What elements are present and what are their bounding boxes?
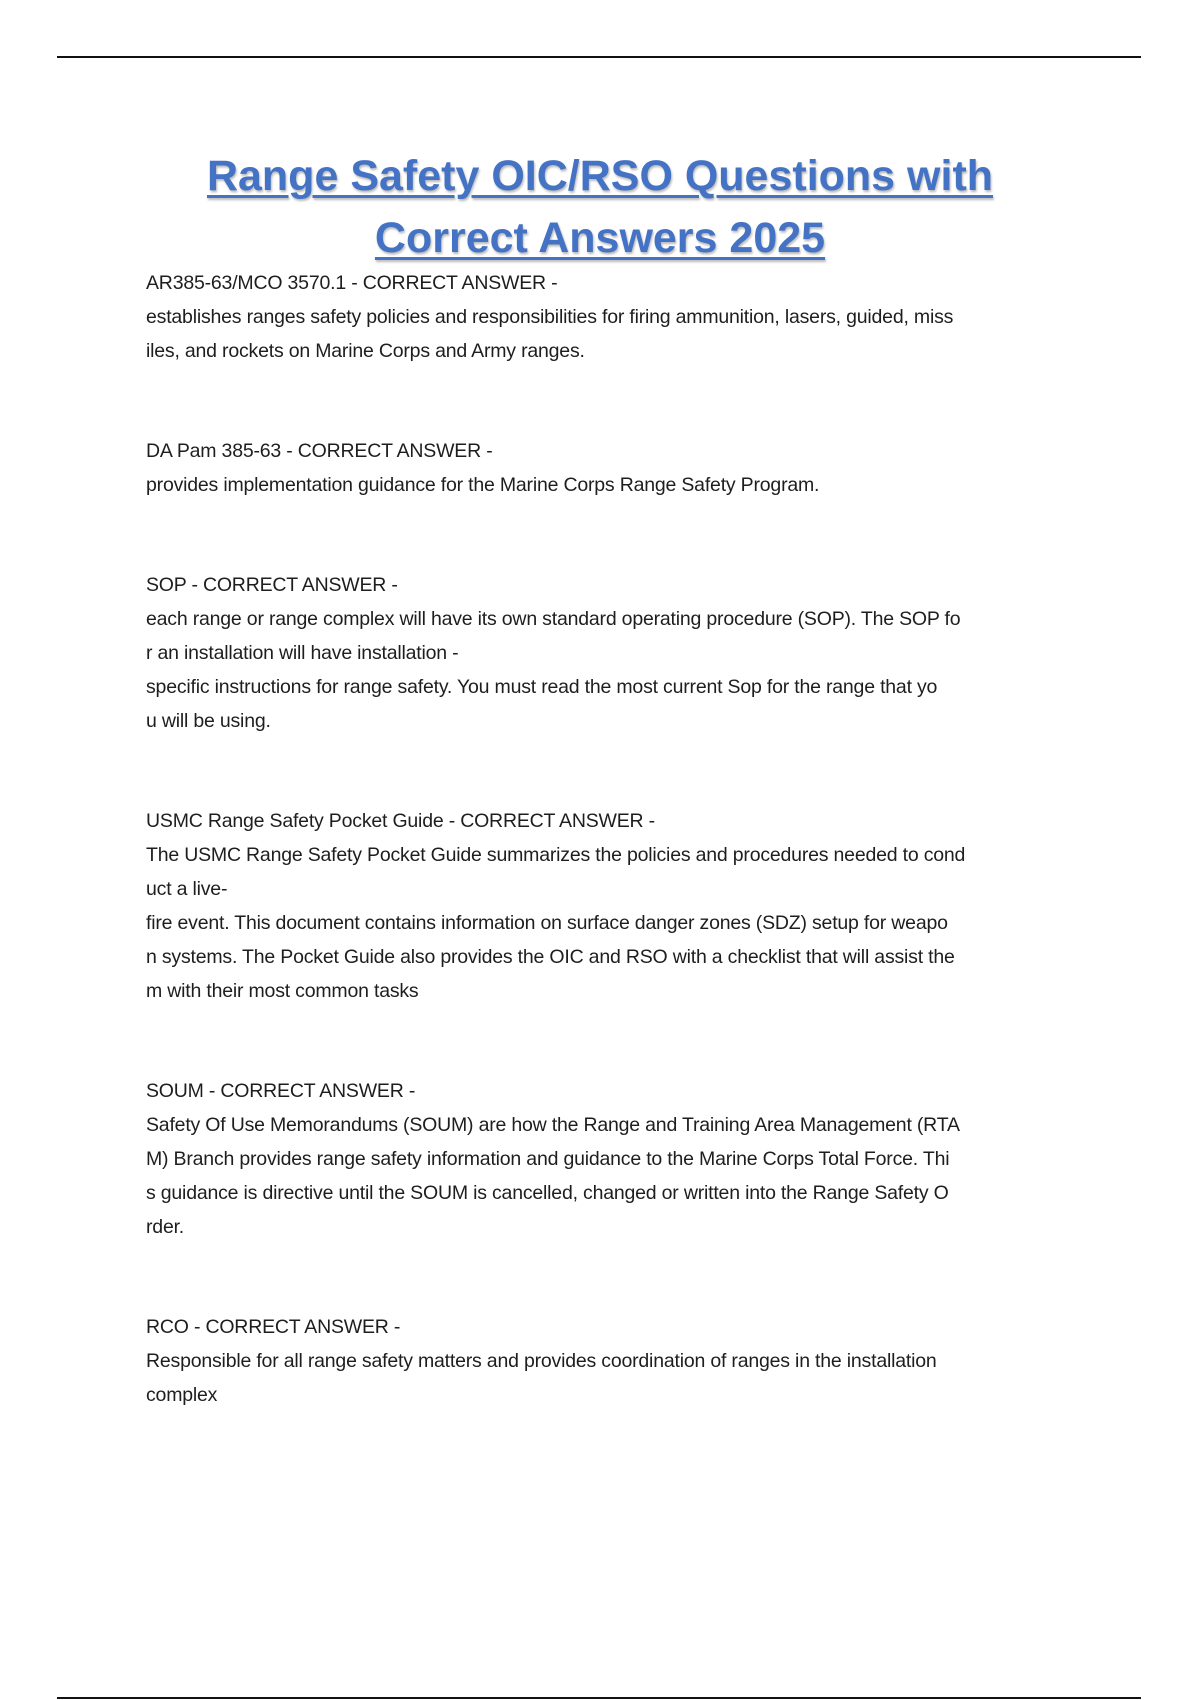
bottom-horizontal-rule xyxy=(57,1697,1141,1699)
answer-line: complex xyxy=(146,1384,218,1406)
answer-line: each range or range complex will have its own standard operating procedure (SOP). The SOP fo xyxy=(146,608,961,630)
answer-line: m with their most common tasks xyxy=(146,980,419,1002)
answer-line: provides implementation guidance for the Marine Corps Range Safety Program. xyxy=(146,474,820,496)
answer-line: r an installation will have installation - xyxy=(146,642,459,664)
answer-line: n systems. The Pocket Guide also provides the OIC and RSO with a checklist that will assist the xyxy=(146,946,955,968)
answer-line: Responsible for all range safety matters and provides coordination of ranges in the installation xyxy=(146,1350,937,1372)
answer-line: The USMC Range Safety Pocket Guide summarizes the policies and procedures needed to cond xyxy=(146,844,966,866)
answer-line: fire event. This document contains information on surface danger zones (SDZ) setup for weapo xyxy=(146,912,948,934)
question-term: AR385-63/MCO 3570.1 - CORRECT ANSWER - xyxy=(146,272,558,294)
question-term: SOP - CORRECT ANSWER - xyxy=(146,574,398,596)
question-term: USMC Range Safety Pocket Guide - CORRECT ANSWER - xyxy=(146,810,655,832)
answer-line: u will be using. xyxy=(146,710,271,732)
top-horizontal-rule xyxy=(57,56,1141,58)
answer-line: uct a live- xyxy=(146,878,228,900)
answer-line: establishes ranges safety policies and responsibilities for firing ammunition, lasers, guided, miss xyxy=(146,306,954,328)
answer-line: Safety Of Use Memorandums (SOUM) are how the Range and Training Area Management (RTA xyxy=(146,1114,960,1136)
qa-item xyxy=(146,434,1096,502)
qa-item xyxy=(146,1310,1096,1412)
answer-line: iles, and rockets on Marine Corps and Army ranges. xyxy=(146,340,585,362)
document-title xyxy=(100,145,1100,269)
document-title-line-1: Range Safety OIC/RSO Questions with xyxy=(206,152,994,200)
question-term: DA Pam 385-63 - CORRECT ANSWER - xyxy=(146,440,493,462)
document-title-line-2: Correct Answers 2025 xyxy=(374,214,826,262)
qa-item xyxy=(146,568,1096,738)
qa-list xyxy=(146,266,1096,1412)
answer-line: rder. xyxy=(146,1216,185,1238)
answer-line: s guidance is directive until the SOUM is cancelled, changed or written into the Range Safety O xyxy=(146,1182,949,1204)
qa-item xyxy=(146,1074,1096,1244)
answer-line: M) Branch provides range safety information and guidance to the Marine Corps Total Force. Thi xyxy=(146,1148,950,1170)
question-term: SOUM - CORRECT ANSWER - xyxy=(146,1080,416,1102)
qa-item xyxy=(146,266,1096,368)
question-term: RCO - CORRECT ANSWER - xyxy=(146,1316,401,1338)
answer-line: specific instructions for range safety. You must read the most current Sop for the range that yo xyxy=(146,676,938,698)
qa-item xyxy=(146,804,1096,1008)
